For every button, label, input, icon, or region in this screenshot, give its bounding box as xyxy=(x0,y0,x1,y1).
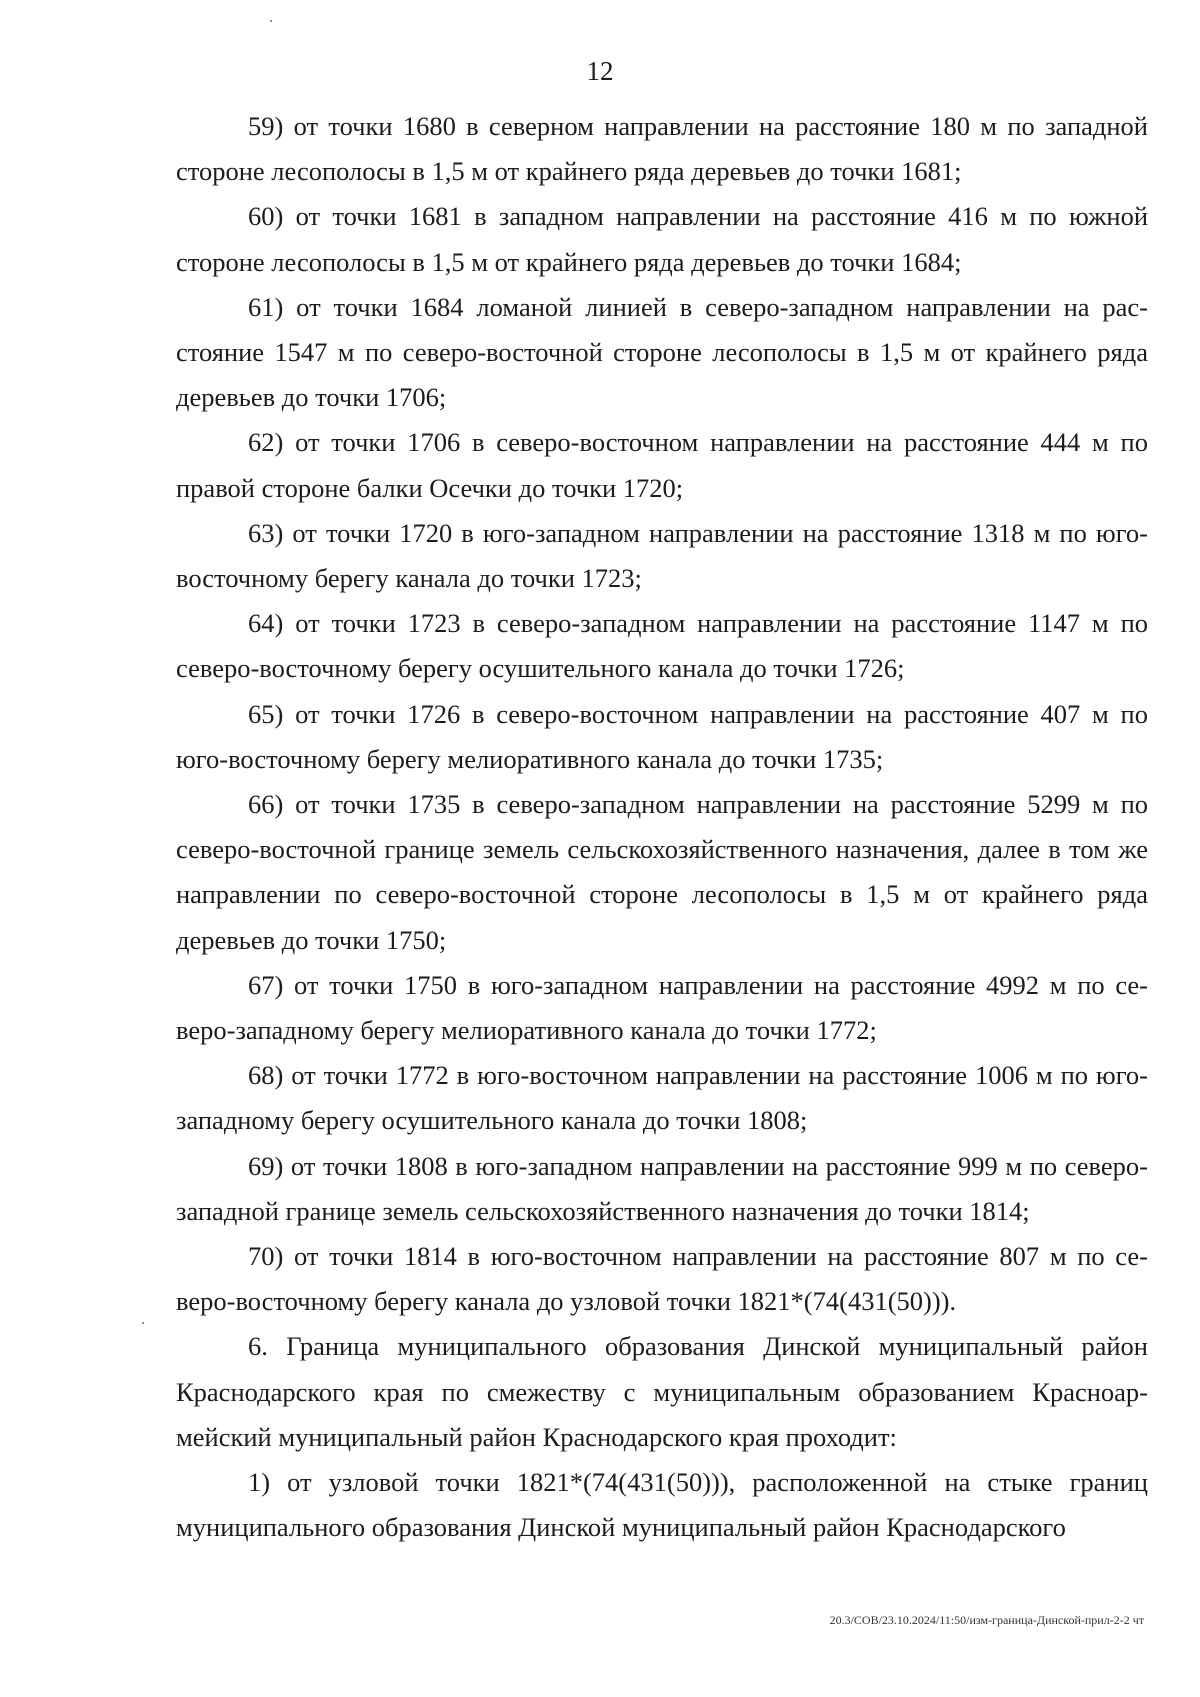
paragraph-60: 60) от точки 1681 в западном направлении на расстояние 416 м по южной стороне лесополосы в 1,5 м от крайнего ряда деревьев до точки 1684; xyxy=(176,201,1148,277)
paragraph-68: 68) от точки 1772 в юго-восточном направлении на расстояние 1006 м по юго-западному берегу осушительного канала до точки 1808; xyxy=(176,1060,1148,1136)
paragraph-59: 59) от точки 1680 в северном направлении на расстояние 180 м по западной стороне лесополосы в 1,5 м от крайнего ряда деревьев до точки 1681; xyxy=(176,111,1148,187)
page-number: 12 xyxy=(586,56,614,86)
scan-speck xyxy=(142,1322,144,1324)
paragraph-65: 65) от точки 1726 в северо-восточном направлении на расстояние 407 м по юго-восточному берегу мелиоративного канала до точки 1735; xyxy=(176,698,1148,774)
document-body xyxy=(176,104,1148,1551)
scan-speck xyxy=(270,20,272,22)
paragraph-66: 66) от точки 1735 в северо-западном направлении на расстояние 5299 м по северо-восточной границе земель сельскохозяйственного назначения, далее в том же направлении по северо-восточной стороне лесополосы в 1,5 м от крайнего ряда деревьев до точки 1750; xyxy=(176,789,1148,955)
paragraph-70: 70) от точки 1814 в юго-восточном направлении на расстояние 807 м по северо-восточному берегу канала до узловой точки 1821*(74(431(50))). xyxy=(176,1241,1148,1317)
section-6-item-1: 1) от узловой точки 1821*(74(431(50))), расположенной на стыке границ муниципального образования Динской муниципальный район Краснодарского xyxy=(176,1467,1148,1543)
paragraph-67: 67) от точки 1750 в юго-западном направлении на расстояние 4992 м по северо-западному берегу мелиоративного канала до точки 1772; xyxy=(176,969,1148,1046)
paragraph-61: 61) от точки 1684 ломаной линией в северо-западном направлении на расстояние 1547 м по северо-восточной стороне лесополосы в 1,5 м от крайнего ряда деревьев до точки 1706; xyxy=(176,291,1148,413)
paragraph-62: 62) от точки 1706 в северо-восточном направлении на расстояние 444 м по правой стороне балки Осечки до точки 1720; xyxy=(176,427,1148,503)
paragraph-63: 63) от точки 1720 в юго-западном направлении на расстояние 1318 м по юго-восточному берегу канала до точки 1723; xyxy=(176,517,1148,594)
paragraph-64: 64) от точки 1723 в северо-западном направлении на расстояние 1147 м по северо-восточному берегу осушительного канала до точки 1726; xyxy=(176,608,1148,684)
paragraph-69: 69) от точки 1808 в юго-западном направлении на расстояние 999 м по северо-западной границе земель сельскохозяйственного назначения до точки 1814; xyxy=(176,1150,1148,1226)
document-footer-code: 20.3/СОВ/23.10.2024/11:50/изм-граница-Динской-прил-2-2 чт xyxy=(829,1613,1144,1627)
section-6-paragraph: 6. Граница муниципального образования Динской муниципальный район Краснодарского края по смежеству с муниципальным образованием Красноармейский муниципальный район Краснодарского края проходит: xyxy=(176,1331,1148,1452)
